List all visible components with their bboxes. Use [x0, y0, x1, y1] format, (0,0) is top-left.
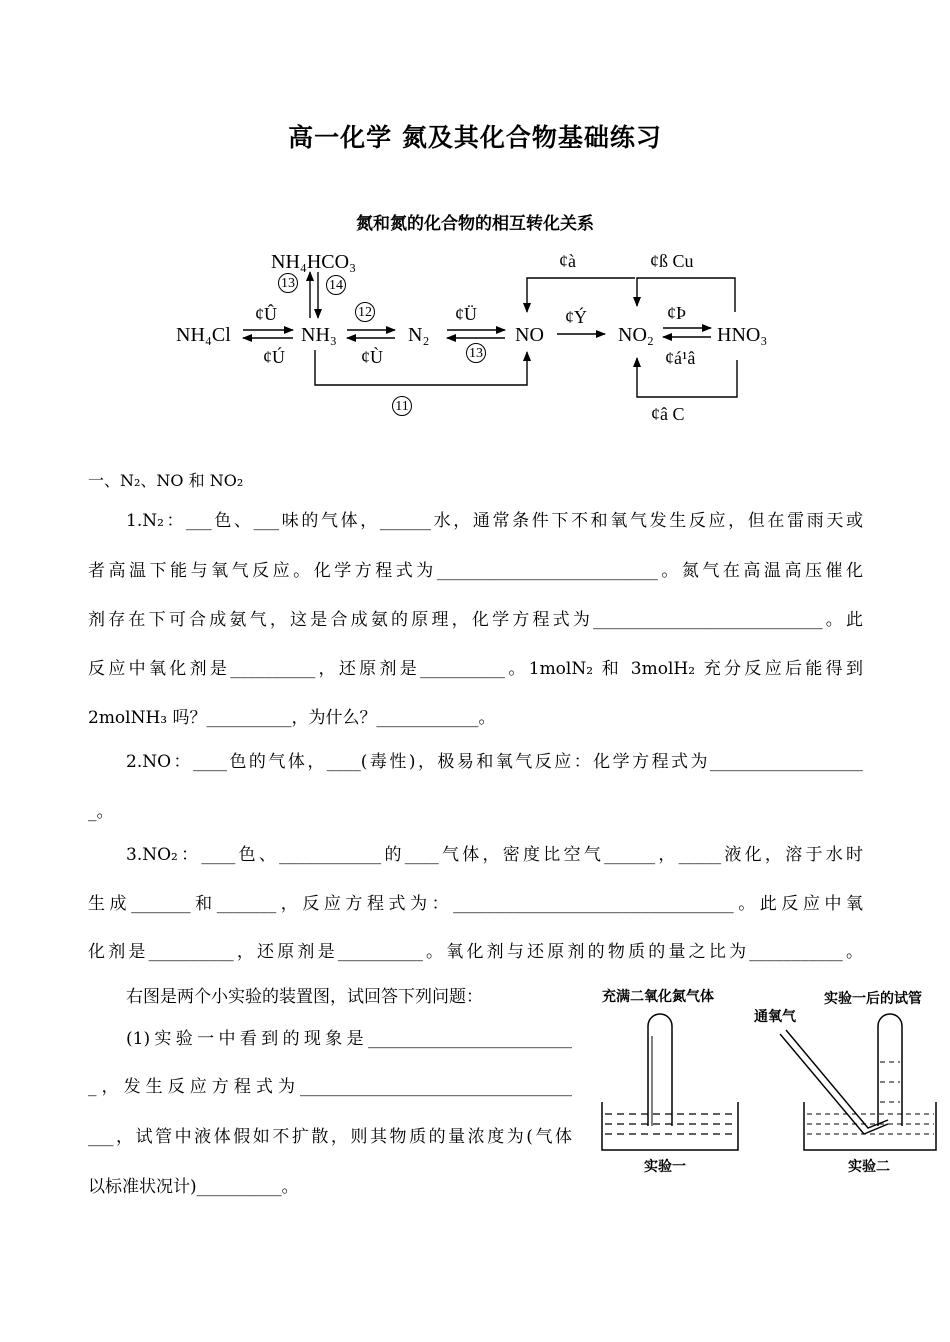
label-u-acute: ¢Ú	[263, 347, 285, 367]
node-nh4cl: NH₄Cl	[176, 324, 231, 346]
node-no: NO	[515, 324, 544, 346]
node-nh4hco3: NH₄HCO₃	[271, 251, 357, 273]
label-exp1: 实验一	[644, 1159, 686, 1175]
circle-13-right: 13	[466, 343, 486, 363]
exp-q1-line-4: 以标准状况计)__________。	[88, 1177, 299, 1197]
oxygen-tube	[780, 1034, 888, 1134]
q1-line-2: 者高温下能与氧气反应。化学方程式为__________________________。氮气在高温高压催化	[88, 561, 863, 581]
node-n2: N₂	[408, 324, 430, 346]
label-thorn: ¢Þ	[667, 303, 687, 323]
diagram-arrows	[165, 240, 805, 430]
label-u-hat: ¢Û	[255, 304, 277, 324]
node-no2: NO₂	[618, 324, 654, 346]
label-oxygen: 通氧气	[754, 1009, 796, 1025]
label-a-circ-c: ¢â C	[651, 404, 685, 424]
q3-line-1: 3.NO₂：____色、____________的____气体，密度比空气______，_____液化，溶于水时	[126, 845, 863, 865]
node-nh3: NH₃	[301, 324, 337, 346]
q2-line-1: 2.NO：____色的气体，____(毒性)，极易和氧气反应：化学方程式为__________________	[126, 752, 863, 772]
label-y-acute: ¢Ý	[565, 307, 587, 327]
circle-12: 12	[355, 302, 375, 322]
q1-line-4: 反应中氧化剂是__________，还原剂是__________。1molN₂ 和 3molH₂ 充分反应后能得到	[88, 659, 863, 679]
label-top-left: 充满二氧化氮气体	[602, 989, 714, 1005]
q1-line-3: 剂存在下可合成氨气，这是合成氨的原理，化学方程式为___________________________。此	[88, 610, 863, 630]
circle-11: 11	[392, 396, 412, 416]
label-a-acute: ¢á¹â	[665, 348, 696, 368]
label-szlig-cu: ¢ß Cu	[650, 251, 694, 271]
trough-exp1	[602, 1102, 738, 1150]
label-u-grave: ¢Ù	[361, 347, 383, 367]
tube-exp2	[878, 1014, 902, 1126]
conversion-diagram	[165, 240, 805, 430]
exp-intro: 右图是两个小实验的装置图，试回答下列问题：	[126, 987, 483, 1007]
node-hno3: HNO₃	[717, 324, 768, 346]
q2-line-2: _。	[88, 802, 114, 822]
q1-line-5: 2molNH₃ 吗？__________，为什么？____________。	[88, 708, 496, 728]
diagram-title: 氮和氮的化合物的相互转化关系	[356, 214, 594, 234]
q3-line-2: 生成_______和_______，反应方程式为：_________________________________。此反应中氧	[88, 894, 863, 914]
exp-q1-line-1: (1)实验一中看到的现象是________________________	[126, 1029, 572, 1049]
exp-q1-line-3: ___，试管中液体假如不扩散，则其物质的量浓度为(气体	[88, 1127, 572, 1147]
label-exp2: 实验二	[848, 1159, 890, 1175]
label-top-right: 实验一后的试管	[824, 991, 922, 1007]
exp-q1-line-2: _，发生反应方程式为________________________________	[88, 1077, 572, 1097]
circle-14: 14	[326, 275, 346, 295]
section-heading: 一、N₂、NO 和 NO₂	[88, 471, 244, 490]
circle-13-left: 13	[278, 273, 298, 293]
page-title: 高一化学 氮及其化合物基础练习	[288, 123, 662, 152]
q1-line-1: 1.N₂：___色、___味的气体，______水，通常条件下不和氧气发生反应，但在雷雨天或	[126, 511, 863, 531]
label-u-diaer: ¢Ü	[455, 304, 477, 324]
label-a-grave: ¢à	[559, 251, 576, 271]
q3-line-3: 化剂是__________，还原剂是__________。氧化剂与还原剂的物质的量之比为___________。	[88, 942, 863, 962]
experiment-figure	[596, 982, 948, 1182]
arrow-nh3-to-no-loop	[315, 347, 527, 385]
trough-exp2	[804, 1102, 936, 1150]
